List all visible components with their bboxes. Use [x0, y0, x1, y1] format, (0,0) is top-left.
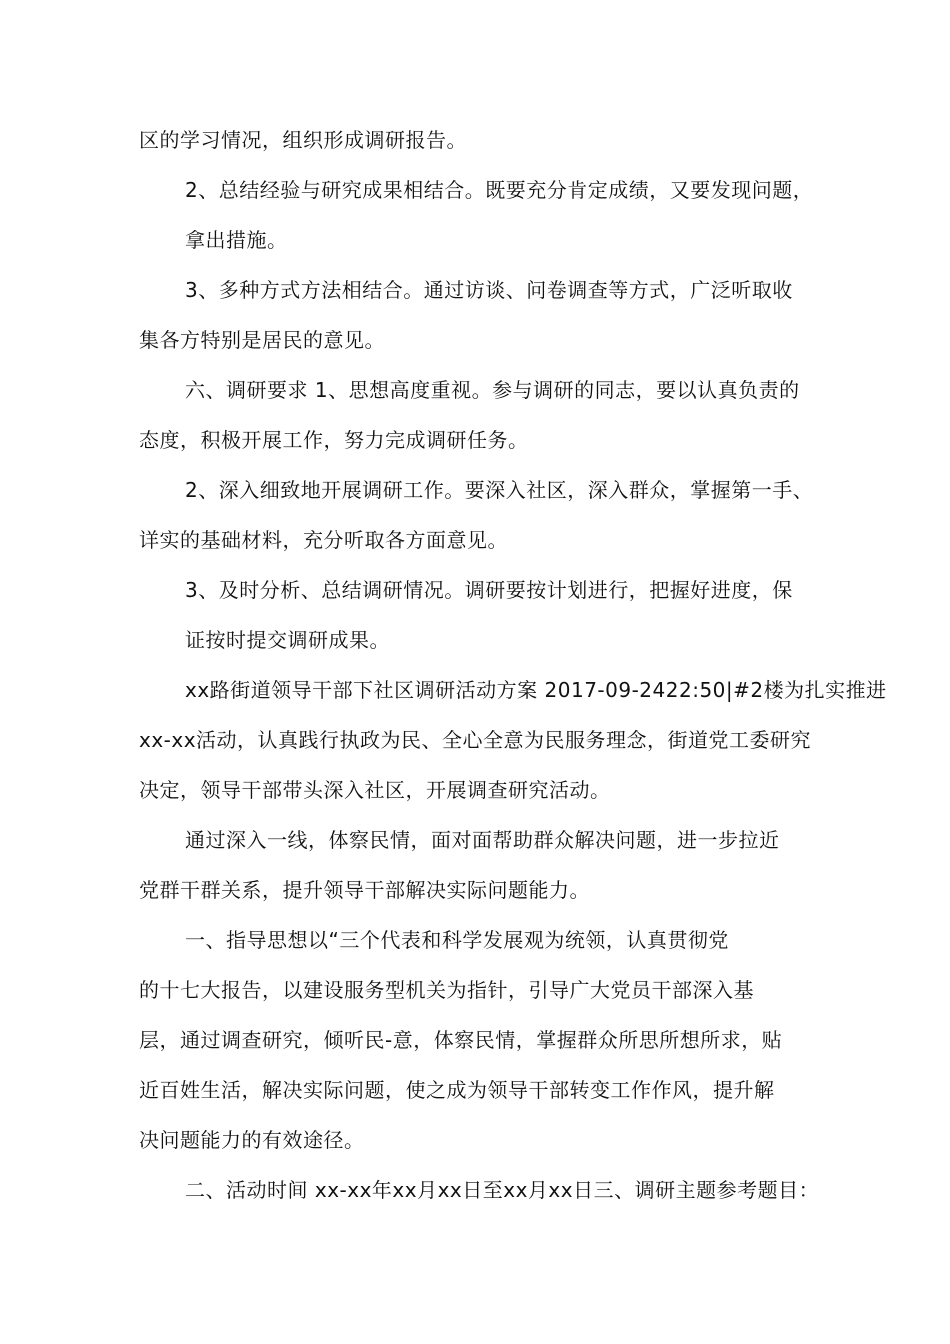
text-line-20: 近百姓生活，解决实际问题，使之成为领导干部转变工作作风，提升解	[139, 1078, 775, 1102]
text-line-16: 党群干群关系，提升领导干部解决实际问题能力。	[139, 878, 590, 902]
text-line-2: 2、总结经验与研究成果相结合。既要充分肯定成绩，又要发现问题，	[185, 178, 814, 202]
text-line-6: 六、调研要求 1、思想高度重视。参与调研的同志，要以认真负责的	[185, 378, 800, 402]
text-line-1: 区的学习情况，组织形成调研报告。	[139, 128, 467, 152]
text-line-5: 集各方特别是居民的意见。	[139, 328, 385, 352]
text-line-12: xx路街道领导干部下社区调研活动方案 2017-09-2422:50|#2楼为扎实推进	[185, 678, 887, 702]
text-line-17: 一、指导思想以“三个代表和科学发展观为统领，认真贯彻党	[185, 928, 729, 952]
text-line-15: 通过深入一线，体察民情，面对面帮助群众解决问题，进一步拉近	[185, 828, 780, 852]
text-line-8: 2、深入细致地开展调研工作。要深入社区，深入群众，掌握第一手、	[185, 478, 814, 502]
text-line-19: 层，通过调查研究，倾听民-意，体察民情，掌握群众所思所想所求，贴	[139, 1028, 783, 1052]
text-line-4: 3、多种方式方法相结合。通过访谈、问卷调查等方式，广泛听取收	[185, 278, 793, 302]
text-line-22: 二、活动时间 xx-xx年xx月xx日至xx月xx日三、调研主题参考题目：	[185, 1178, 820, 1202]
text-line-14: 决定，领导干部带头深入社区，开展调查研究活动。	[139, 778, 611, 802]
text-line-13: xx-xx活动，认真践行执政为民、全心全意为民服务理念，街道党工委研究	[139, 728, 812, 752]
text-line-21: 决问题能力的有效途径。	[139, 1128, 365, 1152]
text-line-18: 的十七大报告，以建设服务型机关为指针，引导广大党员干部深入基	[139, 978, 754, 1002]
text-line-3: 拿出措施。	[185, 228, 288, 252]
text-line-7: 态度，积极开展工作，努力完成调研任务。	[139, 428, 529, 452]
text-line-9: 详实的基础材料，充分听取各方面意见。	[139, 528, 508, 552]
text-line-10: 3、及时分析、总结调研情况。调研要按计划进行，把握好进度，保	[185, 578, 793, 602]
text-line-11: 证按时提交调研成果。	[185, 628, 390, 652]
